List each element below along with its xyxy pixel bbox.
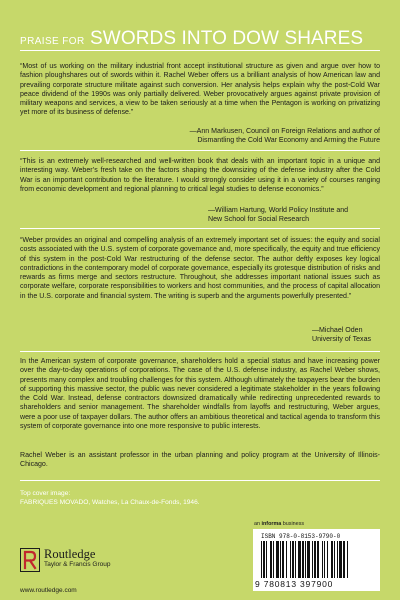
quote-3-attribution <box>312 326 371 345</box>
cover-credit-label: Top cover image: <box>20 490 71 497</box>
quote-2-attribution <box>208 206 380 225</box>
quote-2-text: “This is an extremely well-researched and well-written book that deals with an important topic in a unique and interesting way. Weber’s fresh take on the factors shaping the downsizing of the defense industry after the Cold War is an important contribution to the literature. I would strongly consider using it in a variety of courses ranging from economic development and regional planning to critical legal studies to defense economics.” <box>20 158 380 193</box>
barcode-number: 9 780813 397900 <box>255 579 334 589</box>
book-description: In the American system of corporate governance, shareholders hold a special status and have increasing power over the day-to-day operations of corporations. The case of the U.S. defense industry, as Rachel Weber shows, presents many complex and troubling challenges for this system. Although ultimately the taxpayers bear the burden of supporting this massive sector, the public was never considered a legitimate stakeholder in the years following the Cold War. Instead, defense contractors downsized dramatically while redirecting unprecedented rewards to shareholders and senior management. The shareholder windfalls from layoffs and restructuring, Weber argues, were a poor use of taxpayer dollars. The author offers an ambitious theoretical and tactical agenda to transform this system of corporate governance into one more responsive to public interests. <box>20 358 380 431</box>
quote-3-attribution-line-1: —Michael Oden <box>312 327 363 334</box>
quote-2-attribution-line-1: —William Hartung, World Policy Institute and <box>208 207 349 214</box>
publisher-website: www.routledge.com <box>20 587 77 594</box>
publisher-group: Taylor & Francis Group <box>44 561 111 568</box>
routledge-logo <box>20 548 110 572</box>
barcode-box <box>253 529 380 591</box>
quote-1-text: “Most of us working on the military industrial front accept institutional structure as given and argue over how to fashion ploughshares out of swords within it. Rachel Weber offers us a brilliant analysis of how American law and prevailing corporate structure militate against such conversion. Her analysis helps explain why the post-Cold War peace dividend of the 1990s was only partially delivered. Weber provocatively argues against private provision of military weapons and services, a view to be taken seriously at a time when the Pentagon is working on privatizing yet more of its business of defense.” <box>20 63 380 117</box>
informa-prefix: an <box>254 521 262 527</box>
divider-2 <box>20 228 380 229</box>
quote-1-attribution <box>190 127 380 146</box>
quote-3-text: “Weber provides an original and compelling analysis of an extremely important set of issues: the equity and social costs associated with the U.S. system of corporate governance and, more specifically, the equity and true efficiency of this system in the post-Cold War restructuring of the defense sector. The author deftly exposes key logical contradictions in the contemporary model of corporate governance, especially its grotesque distribution of risks and rewards as firms merge and sectors restructure. Throughout, she addresses important national issues such as corporate welfare, corporate responsibilities to workers and host communities, and the process of capital allocation in the U.S. corporate and financial system. The writing is superb and the arguments powerfully presented.” <box>20 237 380 300</box>
author-bio: Rachel Weber is an assistant professor in the urban planning and policy program at the University of Illinois-Chicago. <box>20 452 380 469</box>
divider-4 <box>20 480 380 481</box>
book-title: SWORDS INTO DOW SHARES <box>90 28 364 49</box>
informa-brand: informa <box>261 521 282 527</box>
cover-title-line <box>20 28 363 50</box>
title-rule <box>20 50 380 51</box>
quote-2-attribution-line-2: New School for Social Research <box>208 216 310 224</box>
quote-3-attribution-line-2: University of Texas <box>312 336 372 344</box>
informa-business-label <box>254 521 304 527</box>
cover-credit-text: FABRIQUES MOVADO, Watches, La Chaux-de-Fonds, 1946. <box>20 498 200 506</box>
informa-suffix: business <box>281 521 305 527</box>
barcode-bars <box>261 541 373 578</box>
isbn-text: ISBN 978-0-8153-9790-0 <box>261 533 341 540</box>
quote-1-attribution-line-2: Dismantling the Cold War Economy and Arming the Future <box>197 137 380 145</box>
divider-3 <box>20 351 380 352</box>
cover-credit <box>20 490 200 507</box>
divider-1 <box>20 150 380 151</box>
routledge-r-icon <box>20 548 40 572</box>
routledge-wordmark <box>44 548 110 569</box>
publisher-name: Routledge <box>44 547 96 561</box>
praise-for-label: PRAISE FOR <box>20 36 85 47</box>
quote-1-attribution-line-1: —Ann Markusen, Council on Foreign Relations and author of <box>189 128 380 135</box>
